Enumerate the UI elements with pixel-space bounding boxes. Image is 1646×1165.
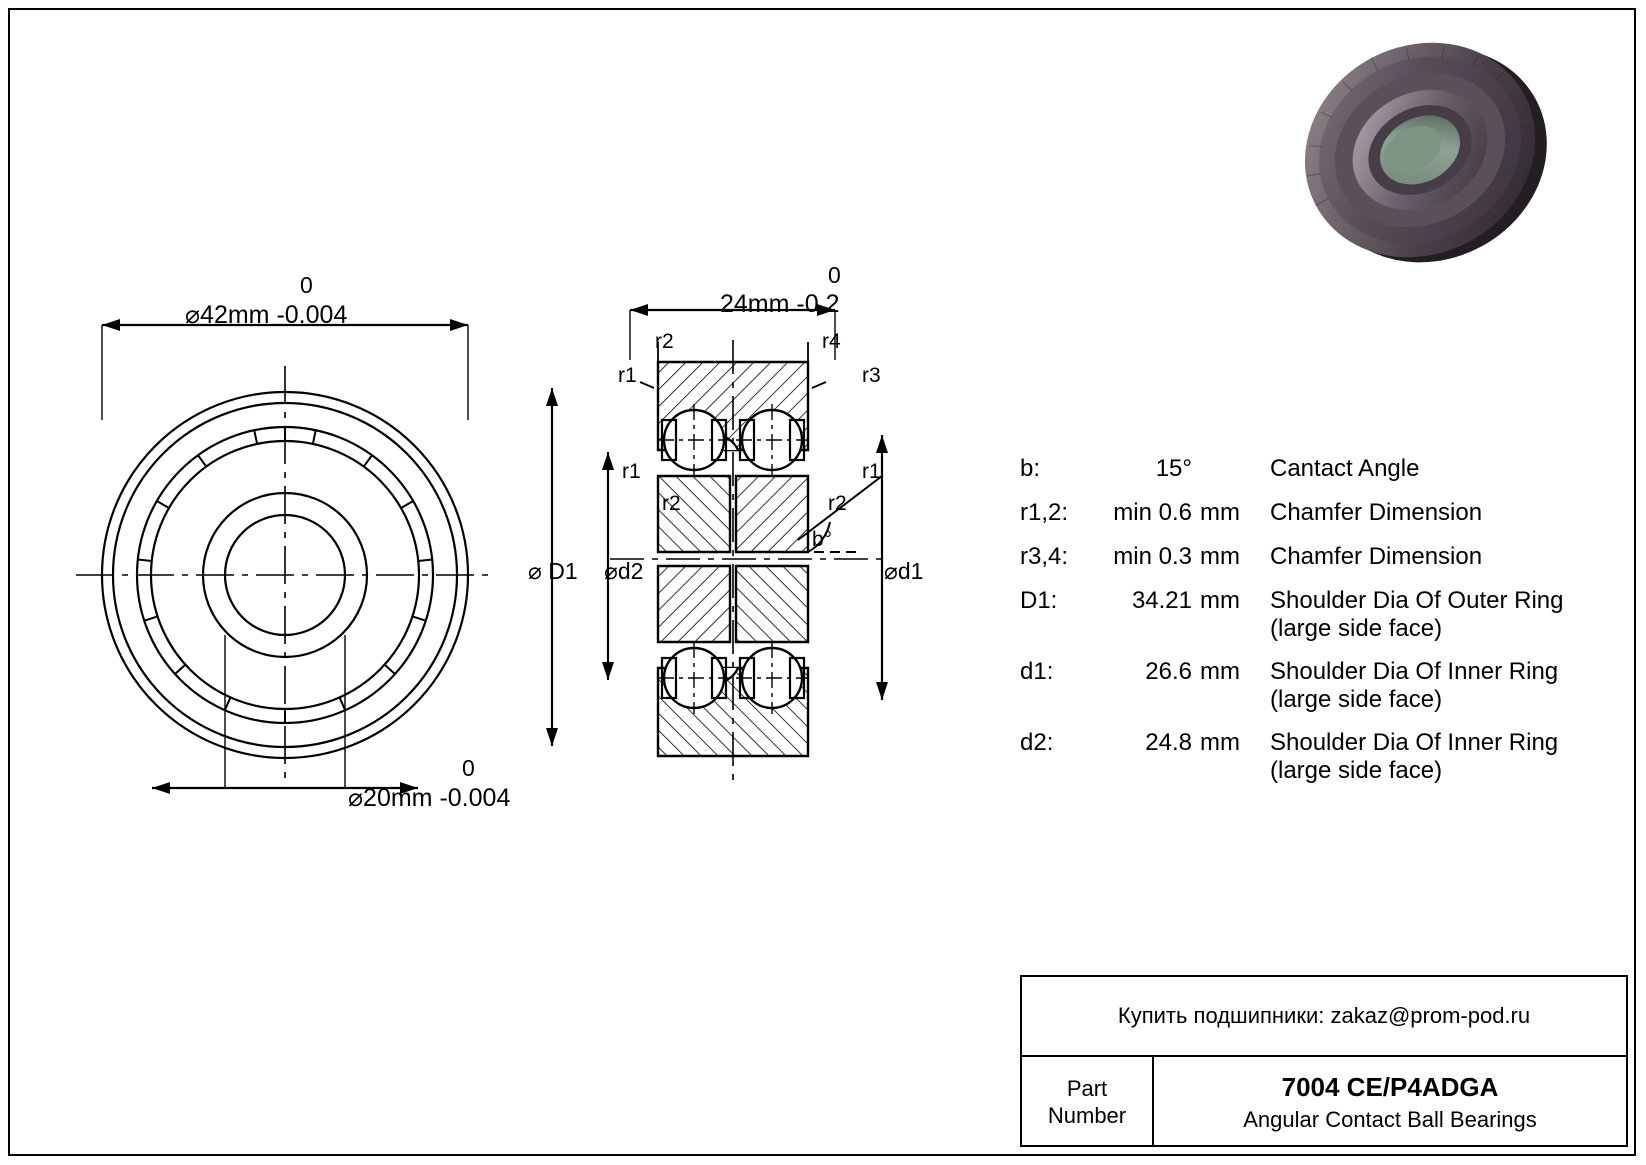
spec-key: D1: [1020,587,1058,614]
spec-key: b: [1020,455,1041,482]
callout-r2-left-mid: r2 [662,492,681,515]
spec-unit: mm [1200,729,1240,757]
section-width-dim: 24mm -0.2 [720,290,840,318]
part-number-value [1154,1057,1626,1147]
front-outer-dim-tol: 0 [300,272,313,298]
specification-table [1020,455,1620,801]
spec-value: min 0.3 [1113,543,1192,570]
spec-row [1020,543,1620,571]
callout-r2-top-left: r2 [655,330,674,353]
section-view [530,280,950,820]
front-view [70,290,550,830]
callout-r1-right-mid: r1 [862,460,881,483]
spec-key: d1: [1020,658,1054,686]
callout-r2-right-mid: r2 [828,492,847,515]
part-label-line1: Part [1066,1075,1108,1101]
spec-description: Chamfer Dimension [1270,499,1483,526]
callout-r4-top-right: r4 [822,330,841,353]
spec-row [1020,729,1620,784]
spec-row [1020,455,1620,483]
bearing-3d-render [1290,20,1550,280]
callout-dia-d1: ⌀d1 [884,558,924,584]
callout-dia-D1: ⌀ D1 [528,558,578,584]
spec-value: 15° [1155,455,1192,482]
part-type: Angular Contact Ball Bearings [1243,1106,1537,1132]
spec-value: 34.21 [1131,587,1192,614]
spec-unit: mm [1200,658,1240,686]
part-number: 7004 CE/P4ADGA [1281,1071,1499,1102]
spec-unit: mm [1200,587,1240,614]
spec-key: r1,2: [1020,499,1069,526]
spec-description [1270,729,1558,784]
spec-value: min 0.6 [1113,499,1192,526]
spec-description [1270,658,1558,713]
callout-r1-left-mid: r1 [622,460,641,483]
spec-description-main: Shoulder Dia Of Inner Ring [1270,729,1559,757]
part-row [1022,1057,1626,1147]
spec-value: 24.8 [1145,729,1192,757]
spec-description-main: Shoulder Dia Of Inner Ring [1270,658,1559,686]
spec-description-sub: (large side face) [1270,685,1443,713]
spec-description [1270,587,1563,642]
spec-row [1020,587,1620,642]
title-block [1020,975,1628,1147]
front-bore-dim-tol: 0 [462,755,475,781]
spec-description-sub: (large side face) [1270,756,1443,784]
spec-unit: mm [1200,543,1240,570]
callout-angle-b: b° [812,528,833,551]
callout-r3-right-upper: r3 [862,364,881,387]
callout-dia-d2: ⌀d2 [604,558,644,584]
contact-row [1022,977,1626,1057]
part-number-label [1022,1057,1154,1147]
spec-description: Cantact Angle [1270,455,1420,482]
spec-unit: mm [1200,499,1240,526]
section-width-tol: 0 [828,262,841,288]
spec-key: d2: [1020,729,1054,757]
spec-row [1020,658,1620,713]
front-bore-dim: ⌀20mm -0.004 [348,784,511,812]
spec-description-main: Shoulder Dia Of Outer Ring [1270,587,1564,614]
part-label-line2: Number [1047,1103,1127,1128]
spec-row [1020,499,1620,527]
spec-value: 26.6 [1145,658,1192,686]
front-outer-dim: ⌀42mm -0.004 [185,301,348,329]
spec-description: Chamfer Dimension [1270,543,1483,570]
spec-key: r3,4: [1020,543,1069,570]
spec-description-sub: (large side face) [1270,614,1443,642]
contact-line: Купить подшипники: zakaz@prom-pod.ru [1117,1003,1531,1028]
callout-r1-left-upper: r1 [618,364,637,387]
